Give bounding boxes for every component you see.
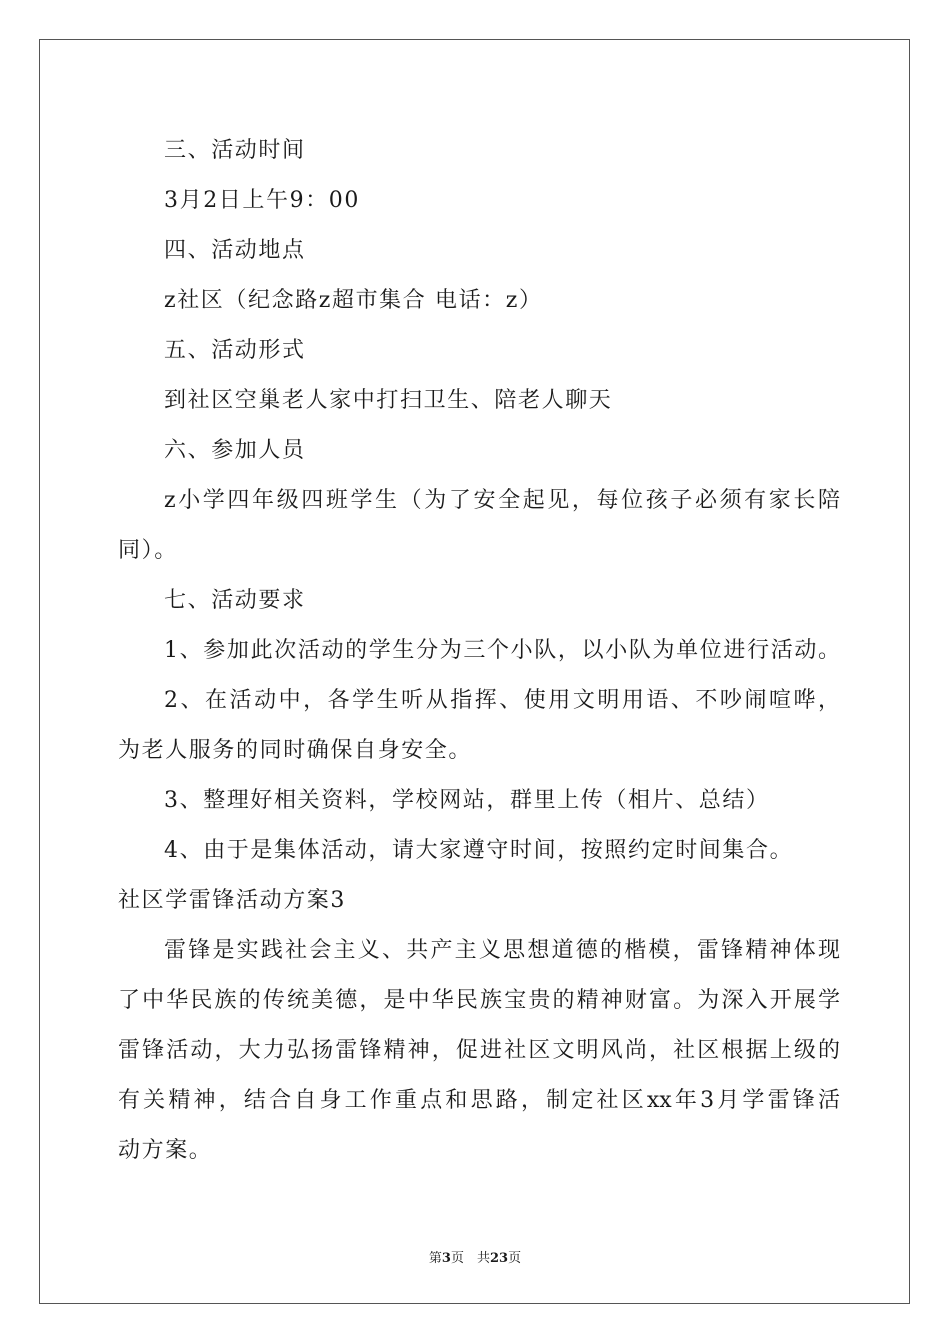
paragraph-time: 3月2日上午9：00 [164,188,360,213]
paragraph-location: z社区（纪念路z超市集合 电话：z） [164,288,543,313]
footer-suffix: 页 [508,1251,522,1266]
current-page-number: 3 [441,1251,451,1266]
intro-paragraph-line: 有关精神，结合自身工作重点和思路，制定社区xx年3月学雷锋活 [118,1088,840,1113]
section-heading-participants: 六、参加人员 [164,438,306,463]
total-page-number: 23 [489,1251,509,1266]
footer-middle: 页 共 [450,1251,490,1266]
page-footer [0,1247,950,1266]
section-heading-time: 三、活动时间 [164,138,306,163]
requirement-item-1: 1、参加此次活动的学生分为三个小队，以小队为单位进行活动。 [164,638,840,663]
intro-paragraph-line: 雷锋是实践社会主义、共产主义思想道德的楷模，雷锋精神体现 [164,938,840,963]
paragraph-participants-line: 同）。 [118,538,178,563]
section-heading-location: 四、活动地点 [164,238,306,263]
intro-paragraph-line: 了中华民族的传统美德，是中华民族宝贵的精神财富。为深入开展学 [118,988,840,1013]
paragraph-participants-line: z小学四年级四班学生（为了安全起见，每位孩子必须有家长陪 [164,488,840,513]
section-heading-form: 五、活动形式 [164,338,306,363]
document-body [118,126,840,1176]
footer-prefix: 第 [428,1251,442,1266]
section-heading-requirements: 七、活动要求 [164,588,306,613]
paragraph-form: 到社区空巢老人家中打扫卫生、陪老人聊天 [164,388,613,413]
requirement-item-4: 4、由于是集体活动，请大家遵守时间，按照约定时间集合。 [164,838,794,863]
intro-paragraph-line: 动方案。 [118,1138,213,1163]
plan-title: 社区学雷锋活动方案3 [118,888,346,913]
requirement-item-2-line: 为老人服务的同时确保自身安全。 [118,738,473,763]
requirement-item-2-line: 2、在活动中，各学生听从指挥、使用文明用语、不吵闹喧哗， [164,688,840,713]
intro-paragraph-line: 雷锋活动，大力弘扬雷锋精神，促进社区文明风尚，社区根据上级的 [118,1038,840,1063]
requirement-item-3: 3、整理好相关资料，学校网站，群里上传（相片、总结） [164,788,770,813]
